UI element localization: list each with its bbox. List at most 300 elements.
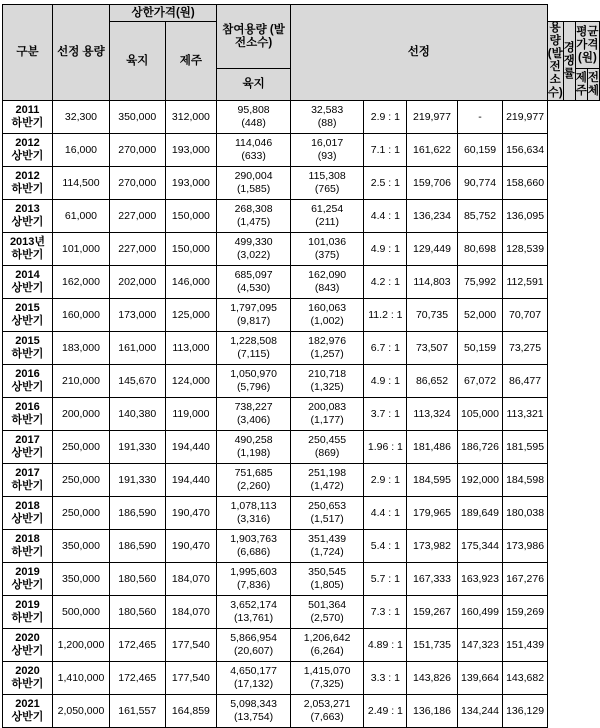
cap-jeju-cell: 119,000 [165,398,217,431]
cap-mainland-cell: 161,000 [109,332,165,365]
selected-volume-cell: 210,000 [52,365,109,398]
participating-cell [217,332,291,365]
period-year: 2020 [15,665,40,677]
participating-cell-count: (6,686) [236,546,271,558]
participating-cell-value: 5,098,343 [230,698,277,710]
selected-cell [290,134,364,167]
period-half: 하반기 [11,414,44,426]
selected-cell [290,299,364,332]
period-half: 하반기 [11,480,44,492]
period-year: 2017 [15,434,40,446]
period-half: 하반기 [11,117,44,129]
period-cell [3,464,53,497]
cap-mainland-cell: 173,000 [109,299,165,332]
selected-cell-value: 1,206,642 [303,632,351,644]
avg-mainland-cell: 173,982 [407,530,457,563]
avg-total-cell: 219,977 [503,101,547,134]
period-half: 하반기 [11,612,44,624]
participating-cell-count: (3,406) [236,414,271,426]
selected-volume-cell: 101,000 [52,233,109,266]
cap-mainland-cell: 227,000 [109,233,165,266]
period-half: 하반기 [11,348,44,360]
selected-cell [290,200,364,233]
cap-jeju-cell: 184,070 [165,596,217,629]
selected-cell-value: 1,415,070 [303,665,351,677]
cap-jeju-cell: 194,440 [165,464,217,497]
period-half: 상반기 [11,513,44,525]
cap-mainland-cell: 227,000 [109,200,165,233]
participating-cell-value: 1,228,508 [230,335,277,347]
selected-cell-count: (1,257) [310,348,344,360]
period-year: 2014 [15,269,40,281]
participating-cell-value: 114,046 [234,137,273,149]
participating-cell-value: 1,050,970 [230,368,277,380]
avg-jeju-cell: 90,774 [457,167,503,200]
participating-cell [217,365,291,398]
table-row [3,530,600,563]
selected-cell-count: (1,002) [310,315,344,327]
cap-mainland-cell: 186,590 [109,530,165,563]
cap-jeju-cell: 193,000 [165,167,217,200]
participating-cell-value: 4,650,177 [230,665,277,677]
table-row [3,662,600,695]
selected-cell [290,266,364,299]
cap-mainland-cell: 270,000 [109,167,165,200]
period-year: 2018 [15,500,40,512]
header-cap-mainland: 육지 [109,22,165,101]
participating-cell-count: (5,796) [236,381,271,393]
competition-ratio-cell: 11.2 : 1 [364,299,407,332]
selected-volume-cell: 350,000 [52,563,109,596]
avg-mainland-cell: 136,186 [407,695,457,728]
cap-mainland-cell: 191,330 [109,464,165,497]
selected-cell [290,497,364,530]
selected-cell-count: (1,805) [310,579,344,591]
participating-cell-value: 268,308 [234,203,273,215]
header-category: 구분 [3,5,53,101]
avg-total-cell: 159,269 [503,596,547,629]
cap-jeju-cell: 190,470 [165,530,217,563]
cap-jeju-cell: 193,000 [165,134,217,167]
avg-mainland-cell: 73,507 [407,332,457,365]
avg-jeju-cell: 75,992 [457,266,503,299]
selected-cell [290,167,364,200]
selected-cell-count: (1,177) [310,414,344,426]
competition-ratio-cell: 2.49 : 1 [364,695,407,728]
header-avg-price: 평균가격(원) [575,22,599,69]
period-cell [3,167,53,200]
period-cell [3,398,53,431]
period-cell [3,134,53,167]
cap-jeju-cell: 150,000 [165,200,217,233]
cap-mainland-cell: 172,465 [109,662,165,695]
selected-cell [290,365,364,398]
avg-jeju-cell: 50,159 [457,332,503,365]
competition-ratio-cell: 4.2 : 1 [364,266,407,299]
selected-cell-value: 250,455 [308,434,347,446]
participating-cell-count: (4,530) [236,282,271,294]
selected-cell-count: (1,325) [310,381,344,393]
avg-total-cell: 73,275 [503,332,547,365]
period-half: 상반기 [11,216,44,228]
selected-cell [290,398,364,431]
avg-jeju-cell: 147,323 [457,629,503,662]
cap-jeju-cell: 113,000 [165,332,217,365]
participating-cell-count: (17,132) [234,678,274,690]
avg-total-cell: 173,986 [503,530,547,563]
period-half: 하반기 [11,183,44,195]
selected-volume-cell: 162,000 [52,266,109,299]
period-half: 상반기 [11,282,44,294]
avg-mainland-cell: 143,826 [407,662,457,695]
selected-cell-count: (765) [314,183,340,195]
avg-jeju-cell: 52,000 [457,299,503,332]
period-year: 2016 [15,401,40,413]
table-row [3,134,600,167]
avg-total-cell: 156,634 [503,134,547,167]
table-row [3,167,600,200]
table-row [3,398,600,431]
participating-cell-count: (20,607) [234,645,274,657]
period-half: 상반기 [11,579,44,591]
selected-cell-count: (1,472) [310,480,344,492]
selected-cell-value: 115,308 [308,170,346,182]
selected-volume-cell: 32,300 [52,101,109,134]
avg-total-cell: 112,591 [503,266,547,299]
cap-mainland-cell: 145,670 [109,365,165,398]
header-avg-jeju: 제주 [575,69,587,101]
period-year: 2013년 [9,236,46,248]
competition-ratio-cell: 7.3 : 1 [364,596,407,629]
selected-cell-value: 2,053,271 [303,698,351,710]
table-row [3,497,600,530]
period-cell [3,200,53,233]
period-cell [3,365,53,398]
participating-cell [217,200,291,233]
participating-cell [217,266,291,299]
selected-cell-count: (375) [314,249,340,261]
table-row [3,365,600,398]
selected-cell [290,629,364,662]
selected-volume-cell: 16,000 [52,134,109,167]
selected-volume-cell: 250,000 [52,497,109,530]
selected-cell-value: 250,653 [308,500,347,512]
participating-cell [217,629,291,662]
cap-mainland-cell: 191,330 [109,431,165,464]
table-row [3,101,600,134]
participating-cell [217,563,291,596]
selected-cell-count: (88) [317,117,337,129]
avg-jeju-cell: 163,923 [457,563,503,596]
period-cell [3,629,53,662]
selected-cell-value: 101,036 [308,236,347,248]
selected-cell [290,431,364,464]
period-year: 2013 [15,203,40,215]
participating-cell-value: 95,808 [237,104,270,116]
competition-ratio-cell: 5.4 : 1 [364,530,407,563]
avg-total-cell: 181,595 [503,431,547,464]
participating-cell-count: (2,260) [236,480,271,492]
period-half: 상반기 [11,381,44,393]
period-year: 2016 [15,368,40,380]
participating-cell-value: 1,995,603 [230,566,277,578]
competition-ratio-cell: 4.89 : 1 [364,629,407,662]
period-cell [3,563,53,596]
avg-jeju-cell: 192,000 [457,464,503,497]
avg-jeju-cell: 189,649 [457,497,503,530]
selected-cell [290,695,364,728]
selected-cell [290,530,364,563]
selected-cell-value: 350,545 [308,566,347,578]
avg-mainland-cell: 179,965 [407,497,457,530]
selected-cell-value: 351,439 [308,533,347,545]
cap-jeju-cell: 164,859 [165,695,217,728]
selected-cell [290,464,364,497]
selected-volume-cell: 500,000 [52,596,109,629]
header-selection: 선정 [290,5,547,101]
participating-cell [217,134,291,167]
cap-mainland-cell: 140,380 [109,398,165,431]
cap-mainland-cell: 161,557 [109,695,165,728]
period-cell [3,233,53,266]
competition-ratio-cell: 5.7 : 1 [364,563,407,596]
header-avg-mainland: 육지 [217,69,291,101]
cap-jeju-cell: 125,000 [165,299,217,332]
table-row [3,464,600,497]
participating-cell-value: 1,903,763 [230,533,277,545]
header-avg-total: 전체 [587,69,599,101]
selected-cell-value: 61,254 [311,203,344,215]
avg-total-cell: 151,439 [503,629,547,662]
period-cell [3,266,53,299]
avg-mainland-cell: 159,267 [407,596,457,629]
period-cell [3,101,53,134]
period-half: 상반기 [11,711,44,723]
avg-total-cell: 184,598 [503,464,547,497]
selected-volume-cell: 250,000 [52,464,109,497]
table-row [3,233,600,266]
participating-cell-count: (633) [241,150,266,162]
selected-cell-value: 162,090 [308,269,347,281]
header-volume: 용량 (발전소수) [547,22,563,99]
selected-volume-cell: 183,000 [52,332,109,365]
avg-jeju-cell: 186,726 [457,431,503,464]
avg-total-cell: 136,095 [503,200,547,233]
selected-volume-cell: 1,200,000 [52,629,109,662]
selected-cell-value: 32,583 [311,104,344,116]
selected-volume-cell: 200,000 [52,398,109,431]
avg-jeju-cell: 134,244 [457,695,503,728]
period-half: 상반기 [11,447,44,459]
period-cell [3,497,53,530]
cap-jeju-cell: 177,540 [165,662,217,695]
participating-cell [217,299,291,332]
participating-cell-value: 5,866,954 [230,632,277,644]
cap-jeju-cell: 177,540 [165,629,217,662]
competition-ratio-cell: 1.96 : 1 [364,431,407,464]
selected-volume-cell: 350,000 [52,530,109,563]
period-year: 2017 [15,467,40,479]
selected-cell-count: (7,663) [310,711,344,723]
participating-cell-count: (9,817) [236,315,271,327]
selected-volume-cell: 160,000 [52,299,109,332]
participating-cell-count: (1,198) [236,447,271,459]
selected-cell [290,332,364,365]
participating-cell [217,398,291,431]
table-row [3,200,600,233]
avg-jeju-cell: 67,072 [457,365,503,398]
period-cell [3,332,53,365]
avg-mainland-cell: 114,803 [407,266,457,299]
selected-volume-cell: 2,050,000 [52,695,109,728]
participating-cell-count: (13,761) [234,612,274,624]
header-selected-volume: 선정 용량 [52,5,109,101]
cap-mainland-cell: 186,590 [109,497,165,530]
avg-mainland-cell: 167,333 [407,563,457,596]
table-row [3,431,600,464]
competition-ratio-cell: 4.4 : 1 [364,497,407,530]
competition-ratio-cell: 2.9 : 1 [364,101,407,134]
selected-cell-count: (7,325) [310,678,344,690]
participating-cell-value: 738,227 [234,401,273,413]
cap-jeju-cell: 124,000 [165,365,217,398]
period-year: 2020 [15,632,40,644]
period-year: 2019 [15,599,40,611]
table-row [3,563,600,596]
participating-cell-value: 499,330 [234,236,273,248]
participating-cell [217,101,291,134]
avg-total-cell: 158,660 [503,167,547,200]
period-year: 2012 [15,137,40,149]
cap-jeju-cell: 146,000 [165,266,217,299]
avg-total-cell: 136,129 [503,695,547,728]
participating-cell-count: (1,585) [236,183,271,195]
selected-volume-cell: 1,410,000 [52,662,109,695]
participating-cell [217,596,291,629]
avg-mainland-cell: 151,735 [407,629,457,662]
period-half: 하반기 [11,678,44,690]
cap-mainland-cell: 350,000 [109,101,165,134]
selected-cell-value: 501,364 [308,599,347,611]
cap-jeju-cell: 194,440 [165,431,217,464]
participating-cell-value: 3,652,174 [230,599,277,611]
participating-cell-count: (7,115) [237,348,270,360]
cap-jeju-cell: 150,000 [165,233,217,266]
avg-mainland-cell: 136,234 [407,200,457,233]
selected-cell-count: (211) [315,216,339,228]
avg-jeju-cell: 85,752 [457,200,503,233]
selected-cell-count: (1,517) [310,513,344,525]
avg-total-cell: 180,038 [503,497,547,530]
period-year: 2011 [15,104,40,116]
participating-cell-count: (448) [241,117,266,129]
table-row [3,266,600,299]
avg-mainland-cell: 219,977 [407,101,457,134]
selected-cell-value: 16,017 [311,137,344,149]
participating-cell-value: 1,078,113 [230,500,277,512]
avg-mainland-cell: 161,622 [407,134,457,167]
competition-ratio-cell: 6.7 : 1 [364,332,407,365]
participating-cell-count: (3,022) [236,249,271,261]
header-participating-volume: 참여용량 (발전소수) [217,5,291,69]
auction-results-table [2,4,600,728]
period-year: 2019 [15,566,40,578]
period-half: 상반기 [11,150,44,162]
selected-cell-count: (1,724) [310,546,344,558]
selected-cell-value: 251,198 [308,467,347,479]
selected-cell-value: 160,063 [308,302,347,314]
table-row [3,299,600,332]
participating-cell-value: 290,004 [234,170,273,182]
competition-ratio-cell: 4.9 : 1 [364,233,407,266]
competition-ratio-cell: 4.4 : 1 [364,200,407,233]
selected-cell-value: 182,976 [308,335,347,347]
participating-cell [217,497,291,530]
cap-mainland-cell: 180,560 [109,563,165,596]
avg-jeju-cell: 175,344 [457,530,503,563]
selected-cell [290,101,364,134]
table-row [3,695,600,728]
selected-cell [290,662,364,695]
participating-cell [217,233,291,266]
participating-cell [217,464,291,497]
competition-ratio-cell: 3.7 : 1 [364,398,407,431]
selected-cell-count: (6,264) [310,645,344,657]
selected-volume-cell: 61,000 [52,200,109,233]
period-half: 하반기 [11,249,44,261]
header-cap-jeju: 제주 [165,22,217,101]
avg-jeju-cell: 160,499 [457,596,503,629]
period-cell [3,596,53,629]
period-half: 상반기 [11,315,44,327]
cap-jeju-cell: 190,470 [165,497,217,530]
selected-cell-count: (93) [317,150,337,162]
selected-volume-cell: 114,500 [52,167,109,200]
avg-total-cell: 128,539 [503,233,547,266]
participating-cell [217,695,291,728]
participating-cell-value: 1,797,095 [230,302,277,314]
participating-cell-value: 490,258 [234,434,273,446]
cap-mainland-cell: 202,000 [109,266,165,299]
avg-total-cell: 86,477 [503,365,547,398]
header-row-1 [3,5,600,22]
avg-total-cell: 143,682 [503,662,547,695]
avg-jeju-cell: 80,698 [457,233,503,266]
period-cell [3,695,53,728]
participating-cell-count: (7,836) [236,579,271,591]
participating-cell [217,167,291,200]
avg-jeju-cell: - [457,101,503,134]
competition-ratio-cell: 4.9 : 1 [364,365,407,398]
header-cap-price: 상한가격(원) [109,5,216,22]
table-row [3,596,600,629]
header-competition-ratio: 경쟁률 [563,22,575,101]
avg-mainland-cell: 184,595 [407,464,457,497]
avg-jeju-cell: 60,159 [457,134,503,167]
competition-ratio-cell: 3.3 : 1 [364,662,407,695]
period-cell [3,530,53,563]
period-year: 2015 [15,335,40,347]
selected-cell-value: 210,718 [308,368,347,380]
period-year: 2015 [15,302,40,314]
competition-ratio-cell: 2.5 : 1 [364,167,407,200]
avg-mainland-cell: 129,449 [407,233,457,266]
avg-jeju-cell: 105,000 [457,398,503,431]
participating-cell [217,662,291,695]
competition-ratio-cell: 7.1 : 1 [364,134,407,167]
table-row [3,332,600,365]
cap-mainland-cell: 270,000 [109,134,165,167]
